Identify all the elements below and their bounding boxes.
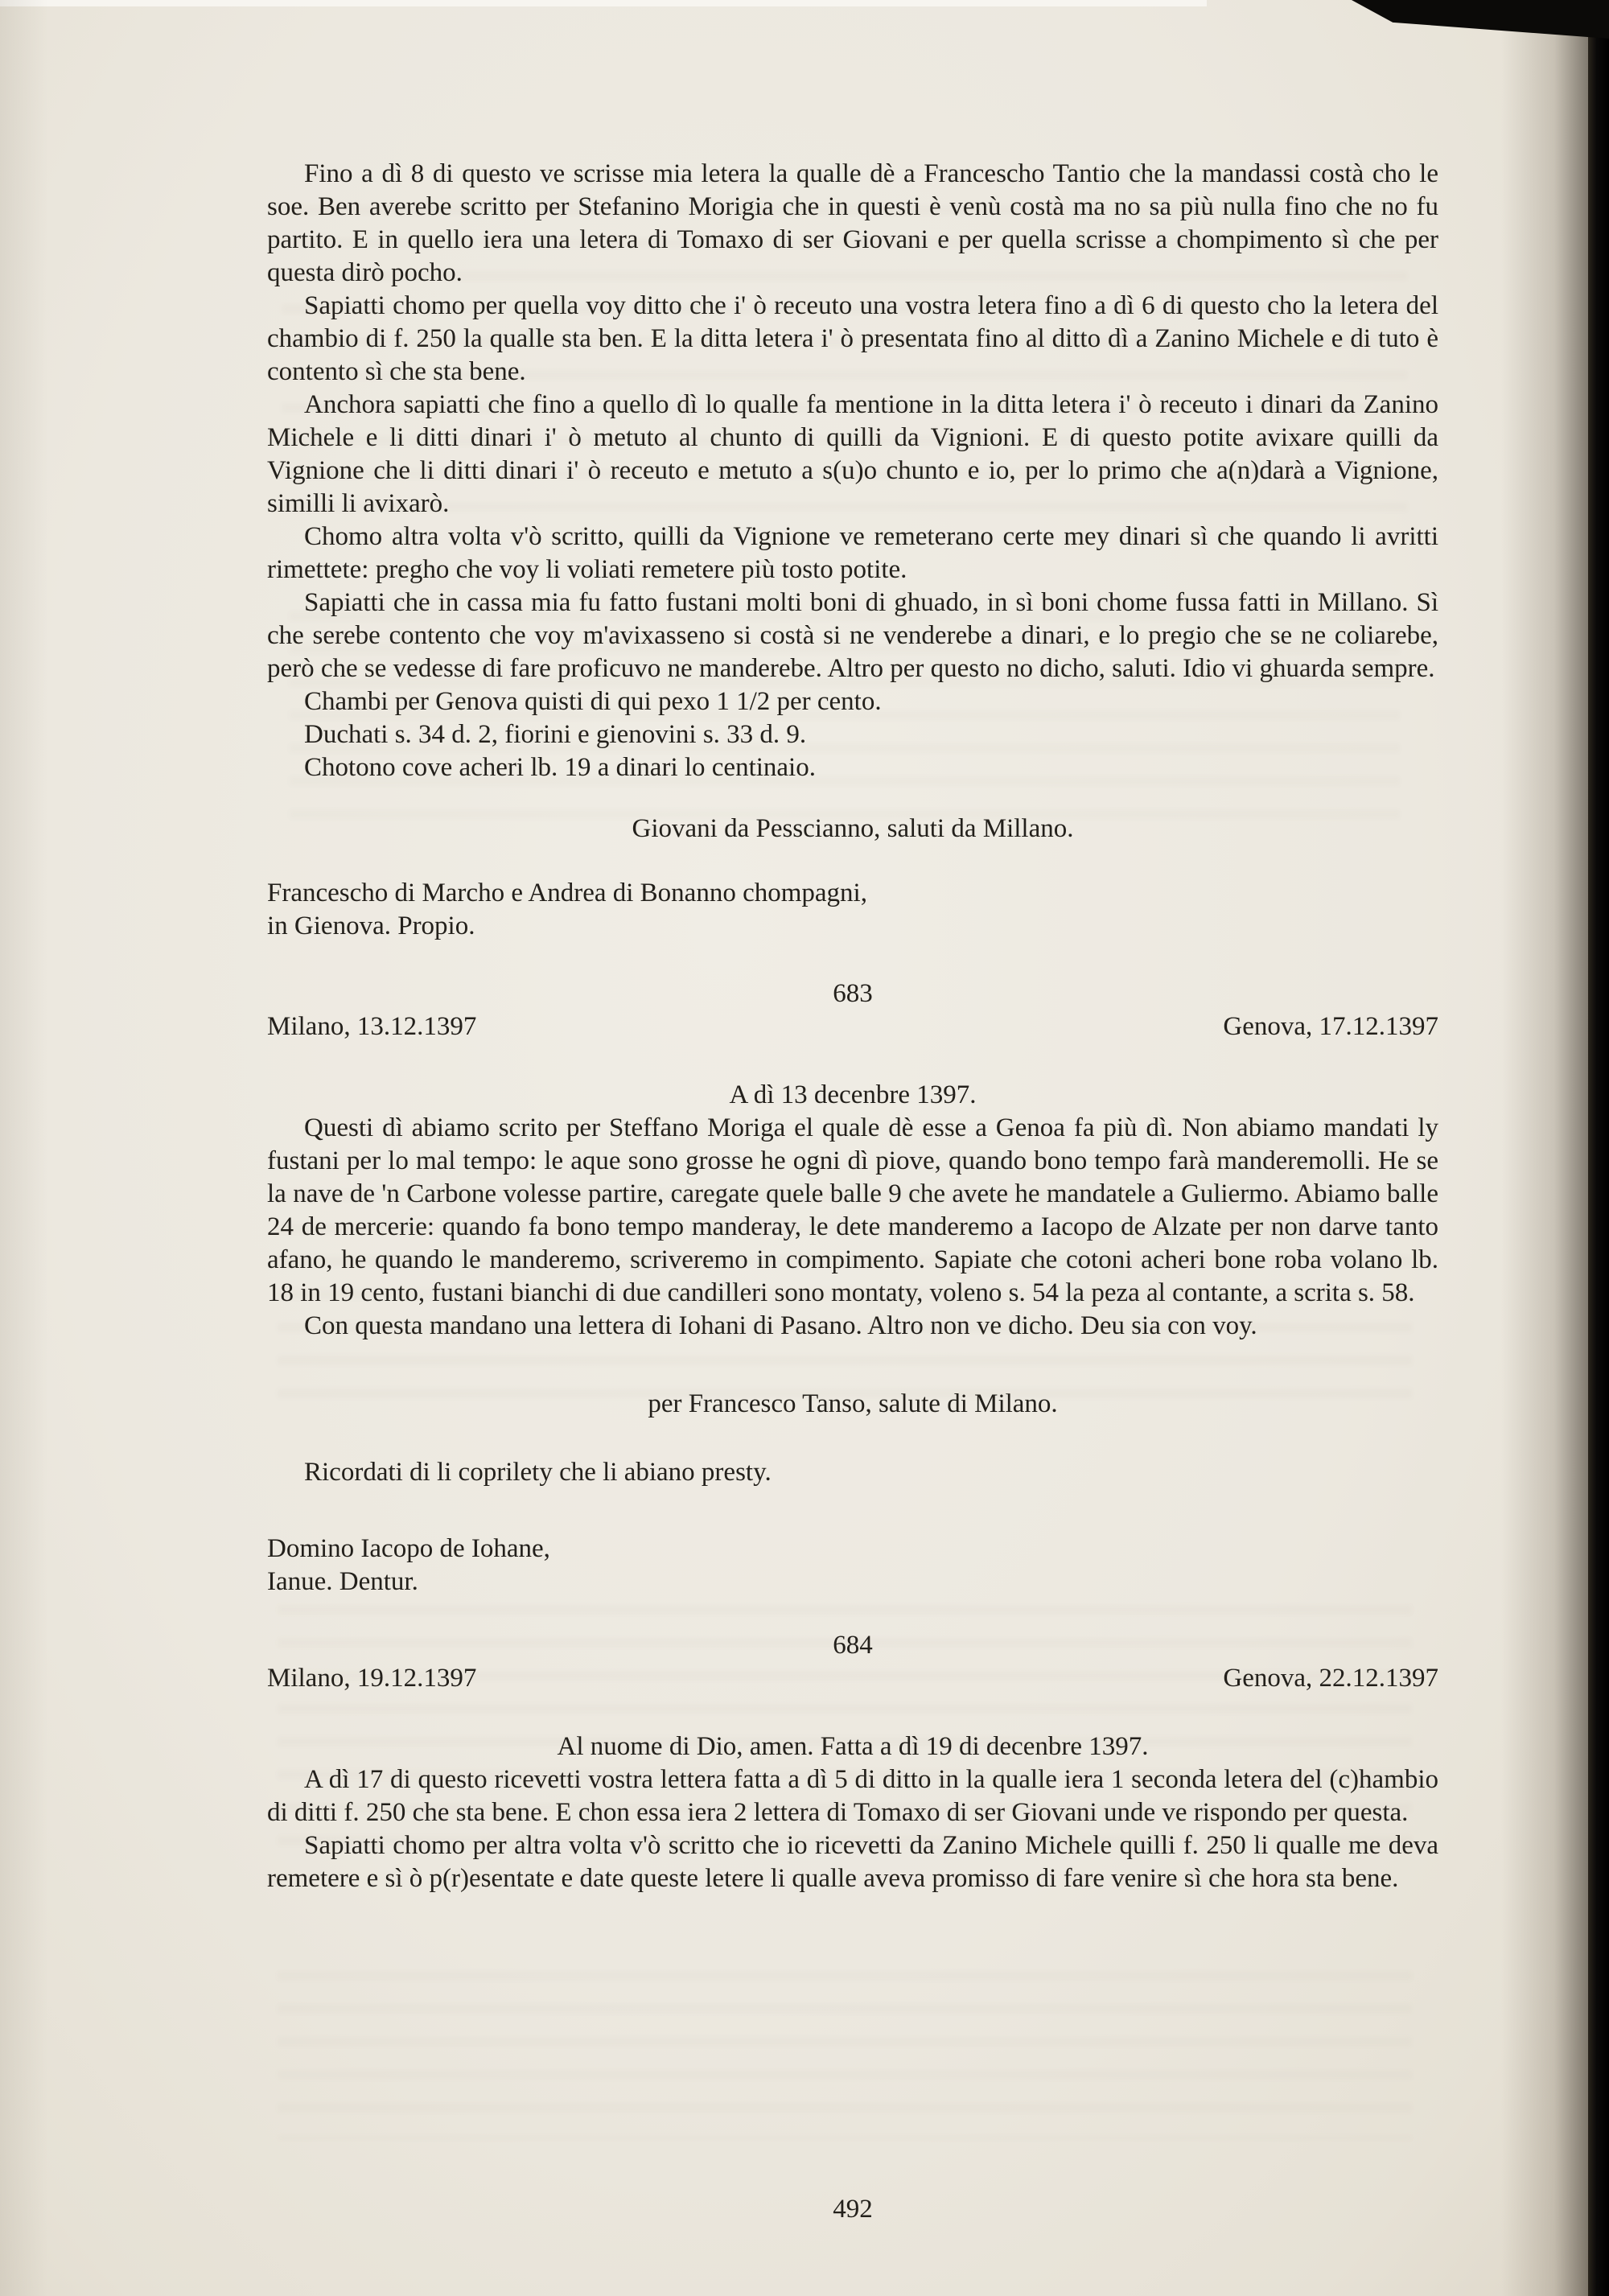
book-binding-edge (1588, 0, 1609, 2296)
postscript-line: Ricordati di li coprilety che li abiano presty. (304, 1458, 772, 1487)
address-line: Domino Iacopo de Iohane, (267, 1534, 550, 1563)
address-block (267, 877, 1438, 943)
text-column (267, 158, 1438, 1895)
paragraph: A dì 17 di questo ricevetti vostra lettera fatta a dì 5 di ditto in la qualle iera 1 seconda letera del (c)hambio di ditti f. 250 che sta bene. E chon essa iera 2 lettera di Tomaxo di ser Giovani unde ve rispondo per questa. (267, 1765, 1438, 1827)
paragraph: Sapiatti chomo per altra volta v'ò scritto che io ricevetti da Zanino Michele quilli f. 250 li qualle me deva remetere e sì ò p(r)esentate e date queste letere li qualle aveva promisso di fare venire sì che hora sta bene. (267, 1831, 1438, 1893)
address-line: Ianue. Dentur. (267, 1567, 418, 1596)
dateline-row (267, 1010, 1438, 1043)
letter-heading: Al nuome di Dio, amen. Fatta a dì 19 di decenbre 1397. (557, 1732, 1149, 1761)
letter-heading: A dì 13 decenbre 1397. (729, 1080, 977, 1109)
exchange-rate-line: Chotono cove acheri lb. 19 a dinari lo centinaio. (304, 753, 816, 782)
page-number: 492 (833, 2195, 873, 2224)
dateline-origin: Milano, 19.12.1397 (267, 1664, 477, 1693)
paragraph: Sapiatti che in cassa mia fu fatto fustani molti boni di ghuado, in sì boni chome fussa fatti in Millano. Sì che serebe contento che voy m'avixasseno si costà si ne venderebe a dinari, e lo pregio che se ne coliarebe, però che se vedesse di fare proficuvo ne manderebe. Altro per questo no dicho, saluti. Idio vi ghuarda sempre. (267, 588, 1438, 683)
page-curve-shadow (1501, 0, 1590, 2296)
exchange-rate-line: Chambi per Genova quisti di qui pexo 1 1/2 per cento. (304, 687, 882, 716)
signature-line: Giovani da Pesscianno, saluti da Millano. (632, 814, 1074, 843)
page-corner-shadow (1352, 0, 1609, 39)
address-line: Francescho di Marcho e Andrea di Bonanno chompagni, (267, 878, 867, 907)
letter-number: 683 (833, 979, 873, 1008)
dateline-origin: Milano, 13.12.1397 (267, 1012, 477, 1041)
scan-top-edge (0, 0, 1207, 6)
address-block (267, 1533, 1438, 1599)
bleed-through-texture (278, 1971, 1412, 2140)
paragraph: Questi dì abiamo scrito per Steffano Moriga el quale dè esse a Genoa fa più dì. Non abiamo mandati ly fustani per lo mal tempo: le aque sono grosse he ogni dì piove, quando bono tempo farà manderemolli. He se la nave de 'n Carbone volesse partire, caregate quele balle 9 che avete he mandatele a Guliermo. Abiamo balle 24 de mercerie: quando fa bono tempo manderay, le dete manderemo a Iacopo de Alzate per non darve tanto afano, he quando le manderemo, scriveremo in compimento. Sapiate che cotoni acheri bone roba volano lb. 18 in 19 cento, fustani bianchi di due candilleri sono montaty, voleno s. 54 la peza al contante, a scrita s. 58. (267, 1113, 1438, 1307)
dateline-row (267, 1662, 1438, 1695)
signature-line: per Francesco Tanso, salute di Milano. (648, 1389, 1058, 1418)
letter-number: 684 (833, 1631, 873, 1660)
dateline-destination: Genova, 17.12.1397 (1223, 1012, 1438, 1041)
paragraph: Sapiatti chomo per quella voy ditto che i' ò receuto una vostra letera fino a dì 6 di questo cho la letera del chambio di f. 250 la qualle sta ben. E la ditta letera i' ò presentata fino al ditto dì a Zanino Michele e di tuto è contento sì che sta bene. (267, 291, 1438, 386)
address-line: in Gienova. Propio. (267, 911, 475, 940)
exchange-rate-line: Duchati s. 34 d. 2, fiorini e gienovini s. 33 d. 9. (304, 720, 807, 749)
page-left-shade (0, 0, 48, 2296)
paragraph: Chomo altra volta v'ò scritto, quilli da Vignione ve remeterano certe mey dinari sì che quando li avritti rimettete: pregho che voy li voliati remetere più tosto potite. (267, 522, 1438, 584)
paragraph: Anchora sapiatti che fino a quello dì lo qualle fa mentione in la ditta letera i' ò receuto i dinari da Zanino Michele e li ditti dinari i' ò metuto al chunto di quilli da Vignioni. E di questo potite avixare quilli da Vignione che li ditti dinari i' ò receuto e metuto a s(u)o chunto e io, per lo primo che a(n)darà a Vignione, similli li avixarò. (267, 390, 1438, 518)
dateline-destination: Genova, 22.12.1397 (1223, 1664, 1438, 1693)
paragraph: Con questa mandano una lettera di Iohani di Pasano. Altro non ve dicho. Deu sia con voy. (304, 1311, 1257, 1340)
paragraph: Fino a dì 8 di questo ve scrisse mia letera la qualle dè a Francescho Tantio che la mandassi costà cho le soe. Ben averebe scritto per Stefanino Morigia che in questi è venù costà ma no sa più nulla fino che no fu partito. E in quello iera una letera di Tomaxo di ser Giovani e per quella scrisse a chompimento sì che per questa dirò pocho. (267, 159, 1438, 287)
